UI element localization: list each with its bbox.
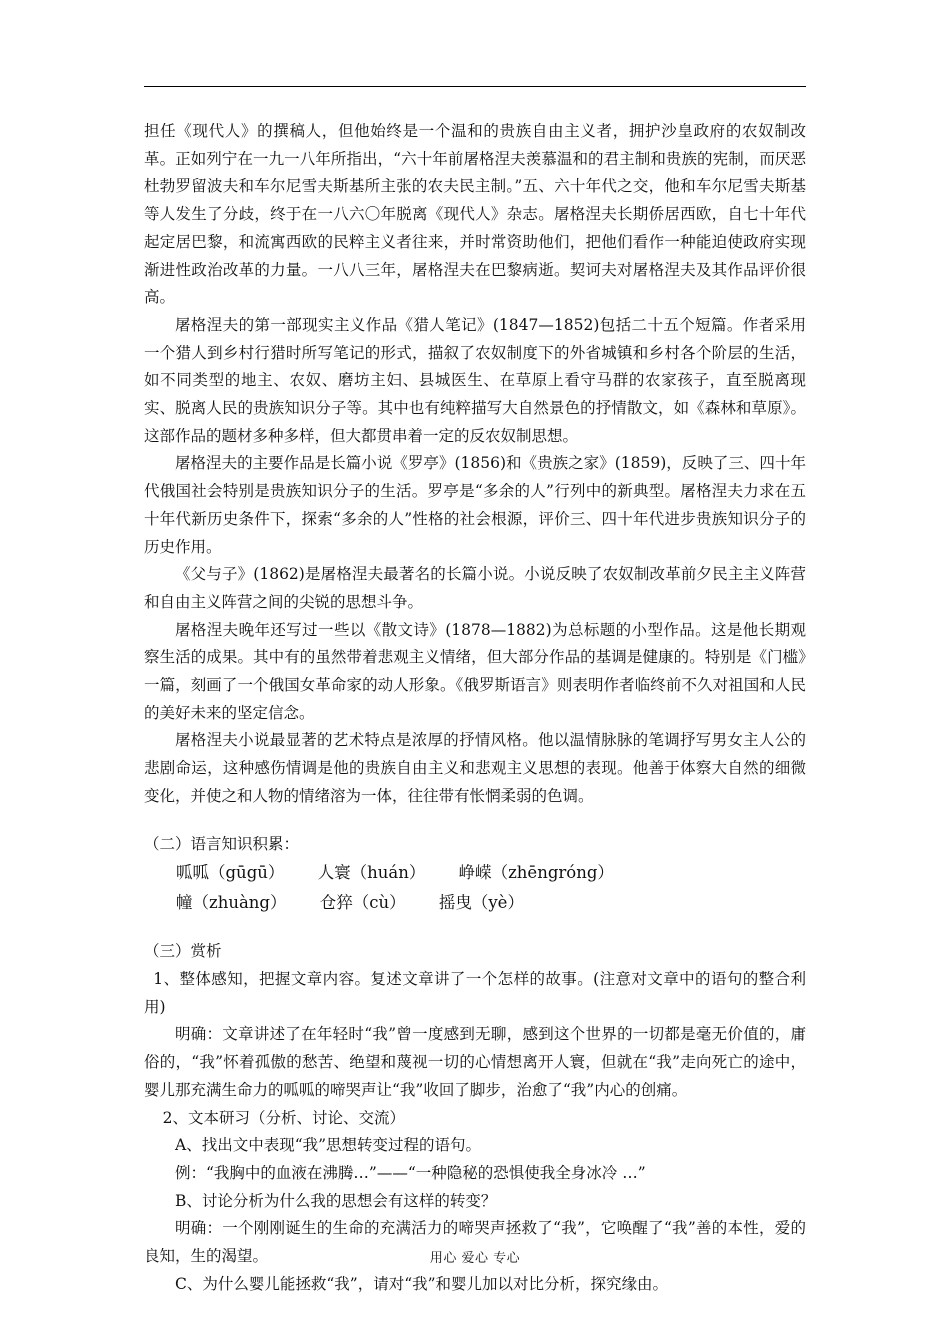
vocab-row-1 [144, 858, 806, 888]
section-3-title: （三）赏析 [144, 942, 222, 961]
paragraph-1: 担任《现代人》的撰稿人，但他始终是一个温和的贵族自由主义者，拥护沙皇政府的农奴制改革。正如列宁在一九一八年所指出，“六十年前屠格涅夫羡慕温和的君主制和贵族的宪制，而厌恶杜勃罗留波夫和车尔尼雪夫斯基所主张的农夫民主制。”五、六十年代之交，他和车尔尼雪夫斯基等人发生了分歧，终于在一八六〇年脱离《现代人》杂志。屠格涅夫长期侨居西欧，自七十年代起定居巴黎，和流寓西欧的民粹主义者往来，并时常资助他们，把他们看作一种能迫使政府实现渐进性政治改革的力量。一八八三年，屠格涅夫在巴黎病逝。契诃夫对屠格涅夫及其作品评价很高。 [144, 122, 806, 307]
vocab-item: 摇曳（yè） [438, 893, 524, 913]
header-rule [144, 86, 806, 87]
vocab-item: 幢（zhuàng） [176, 893, 287, 913]
example-quote: 例：“我胸中的血液在沸腾…”——“一种隐秘的恐惧使我全身冰冷 …” [175, 1163, 646, 1182]
answer-2b: 明确：一个刚刚诞生的生命的充满活力的啼哭声拯救了“我”，它唤醒了“我”善的本性，爱的良知，生的渴望。 [144, 1219, 806, 1266]
paragraph-5: 屠格涅夫晚年还写过一些以《散文诗》(1878—1882)为总标题的小型作品。这是他长期观察生活的成果。其中有的虽然带着悲观主义情绪，但大部分作品的基调是健康的。特别是《门槛》一篇，刻画了一个俄国女革命家的动人形象。《俄罗斯语言》则表明作者临终前不久对祖国和人民的美好未来的坚定信念。 [144, 620, 806, 722]
vocab-item: 人寰（huán） [317, 863, 426, 883]
vocab-item: 呱呱（gūgū） [176, 863, 285, 883]
question-1: 1、整体感知，把握文章内容。复述文章讲了一个怎样的故事。(注意对文章中的语句的整合利用) [144, 969, 806, 1016]
paragraph-3: 屠格涅夫的主要作品是长篇小说《罗亭》(1856)和《贵族之家》(1859)，反映了三、四十年代俄国社会特别是贵族知识分子的生活。罗亭是“多余的人”行列中的新典型。屠格涅夫力求在五十年代新历史条件下，探索“多余的人”性格的社会根源，评价三、四十年代进步贵族知识分子的历史作用。 [144, 454, 806, 556]
answer-1: 明确：文章讲述了在年轻时“我”曾一度感到无聊，感到这个世界的一切都是毫无价值的，庸俗的，“我”怀着孤傲的愁苦、绝望和蔑视一切的心情想离开人寰，但就在“我”走向死亡的途中，婴儿那充满生命力的呱呱的啼哭声让“我”收回了脚步，治愈了“我”内心的创痛。 [144, 1025, 806, 1099]
vocab-row-2 [144, 888, 806, 918]
vocab-item: 仓猝（cù） [319, 893, 406, 913]
question-2b: B、讨论分析为什么我的思想会有这样的转变？ [175, 1191, 497, 1210]
question-2a: A、找出文中表现“我”思想转变过程的语句。 [175, 1136, 482, 1155]
paragraph-4: 《父与子》(1862)是屠格涅夫最著名的长篇小说。小说反映了农奴制改革前夕民主主义阵营和自由主义阵营之间的尖锐的思想斗争。 [144, 565, 806, 611]
document-body [144, 118, 806, 1298]
paragraph-6: 屠格涅夫小说最显著的艺术特点是浓厚的抒情风格。他以温情脉脉的笔调抒写男女主人公的悲剧命运，这种感伤情调是他的贵族自由主义和悲观主义思想的表现。他善于体察大自然的细微变化，并使之和人物的情绪溶为一体，往往带有怅惘柔弱的色调。 [144, 731, 806, 805]
question-2: 2、文本研习（分析、讨论、交流） [162, 1108, 405, 1127]
question-2c: C、为什么婴儿能拯救“我”，请对“我”和婴儿加以对比分析，探究缘由。 [175, 1274, 669, 1293]
page-footer: 用心 爱心 专心 [429, 1251, 521, 1266]
paragraph-2: 屠格涅夫的第一部现实主义作品《猎人笔记》(1847—1852)包括二十五个短篇。作者采用一个猎人到乡村行猎时所写笔记的形式，描叙了农奴制度下的外省城镇和乡村各个阶层的生活，如不同类型的地主、农奴、磨坊主妇、县城医生、在草原上看守马群的农家孩子，直至脱离现实、脱离人民的贵族知识分子等。其中也有纯粹描写大自然景色的抒情散文，如《森林和草原》。这部作品的题材多种多样，但大都贯串着一定的反农奴制思想。 [144, 315, 806, 445]
section-2-title: （二）语言知识积累： [144, 834, 300, 853]
vocab-item: 峥嵘（zhēngróng） [458, 863, 614, 883]
